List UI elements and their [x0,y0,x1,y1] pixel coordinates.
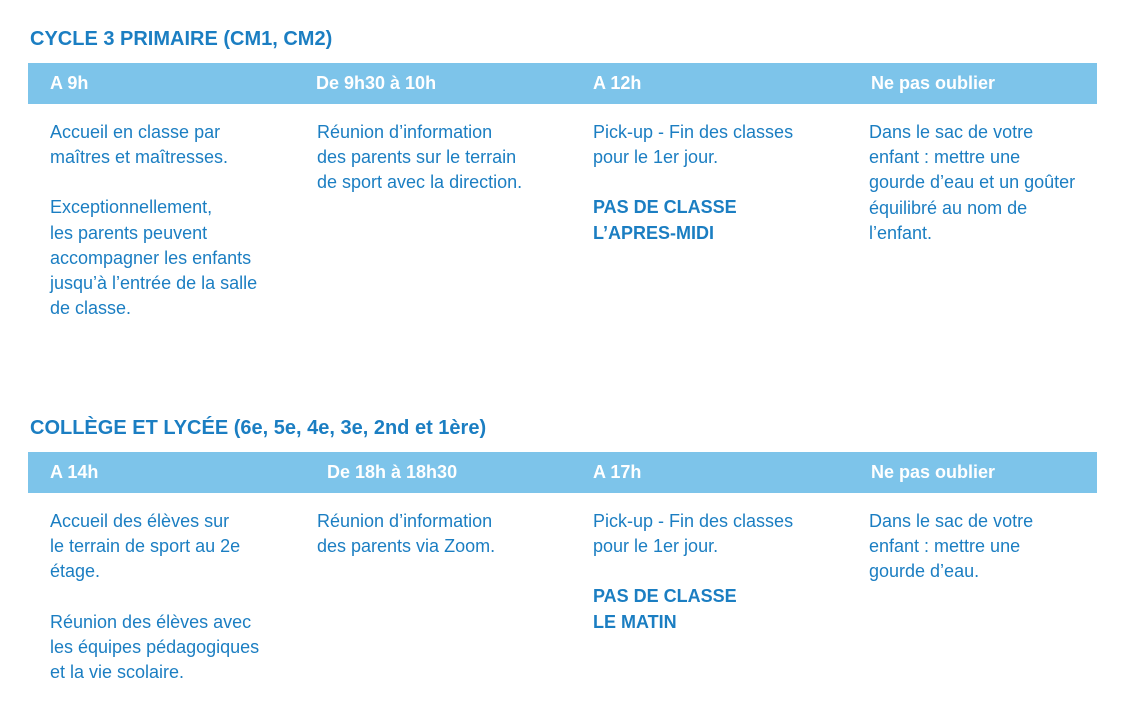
section-title-primaire: CYCLE 3 PRIMAIRE (CM1, CM2) [30,28,333,50]
paragraph [317,120,522,196]
text-line: Dans le sac de votre [869,511,1034,531]
no-class-notice [593,584,793,634]
text-line: des parents via Zoom. [317,536,496,557]
text-line: Réunion d’information [317,122,493,142]
paragraph [869,120,1075,246]
text-line: les parents peuvent [50,222,208,243]
column-reminder [869,120,1075,246]
schedule-header-band [28,63,1097,104]
column-arrival [50,509,259,685]
column-pickup [593,509,793,635]
text-line: équilibré au nom de [869,197,1028,218]
paragraph [869,509,1033,585]
text-line: L’APRES-MIDI [593,222,715,243]
text-line: le terrain de sport au 2e [50,536,241,557]
text-line: Dans le sac de votre [869,122,1034,142]
text-line: Exceptionnellement, [50,197,213,218]
text-line: pour le 1er jour. [593,147,719,168]
header-time-2: De 9h30 à 10h [316,73,437,93]
text-line: et la vie scolaire. [50,662,185,683]
text-line: PAS DE CLASSE [593,586,737,607]
header-time-1: A 9h [50,73,89,93]
column-pickup [593,120,793,246]
header-time-2: De 18h à 18h30 [327,462,458,482]
header-time-3: A 17h [593,462,642,482]
text-line: de sport avec la direction. [317,172,523,193]
paragraph [593,120,793,170]
text-line: des parents sur le terrain [317,147,517,168]
paragraph [317,509,495,559]
text-line: enfant : mettre une [869,536,1021,557]
text-line: Réunion des élèves avec [50,611,252,632]
text-line: Accueil en classe par [50,122,221,142]
text-line: jusqu’à l’entrée de la salle [50,273,258,294]
text-line: gourde d’eau et un goûter [869,172,1076,193]
paragraph [593,509,793,559]
no-class-notice [593,195,793,245]
text-line: Pick-up - Fin des classes [593,122,794,142]
header-time-1: A 14h [50,462,99,482]
column-meeting [317,120,522,196]
schedule-header-band [28,452,1097,493]
text-line: Accueil des élèves sur [50,511,230,531]
text-line: accompagner les enfants [50,247,252,268]
text-line: PAS DE CLASSE [593,197,737,218]
paragraph [50,120,257,170]
text-line: Pick-up - Fin des classes [593,511,794,531]
header-reminder: Ne pas oublier [871,462,996,482]
text-line: LE MATIN [593,611,677,632]
text-line: de classe. [50,298,132,319]
paragraph [50,509,259,585]
column-meeting [317,509,495,559]
column-arrival [50,120,257,321]
text-line: étage. [50,561,101,582]
section-title-college-lycee: COLLÈGE ET LYCÉE (6e, 5e, 4e, 3e, 2nd et 1ère) [30,417,487,439]
column-reminder [869,509,1033,585]
text-line: pour le 1er jour. [593,536,719,557]
text-line: maîtres et maîtresses. [50,147,229,168]
text-line: l’enfant. [869,222,933,243]
text-line: gourde d’eau. [869,561,980,582]
text-line: enfant : mettre une [869,147,1021,168]
paragraph [50,195,257,321]
paragraph [50,610,259,686]
text-line: les équipes pédagogiques [50,636,260,657]
header-reminder: Ne pas oublier [871,73,996,93]
text-line: Réunion d’information [317,511,493,531]
header-time-3: A 12h [593,73,642,93]
